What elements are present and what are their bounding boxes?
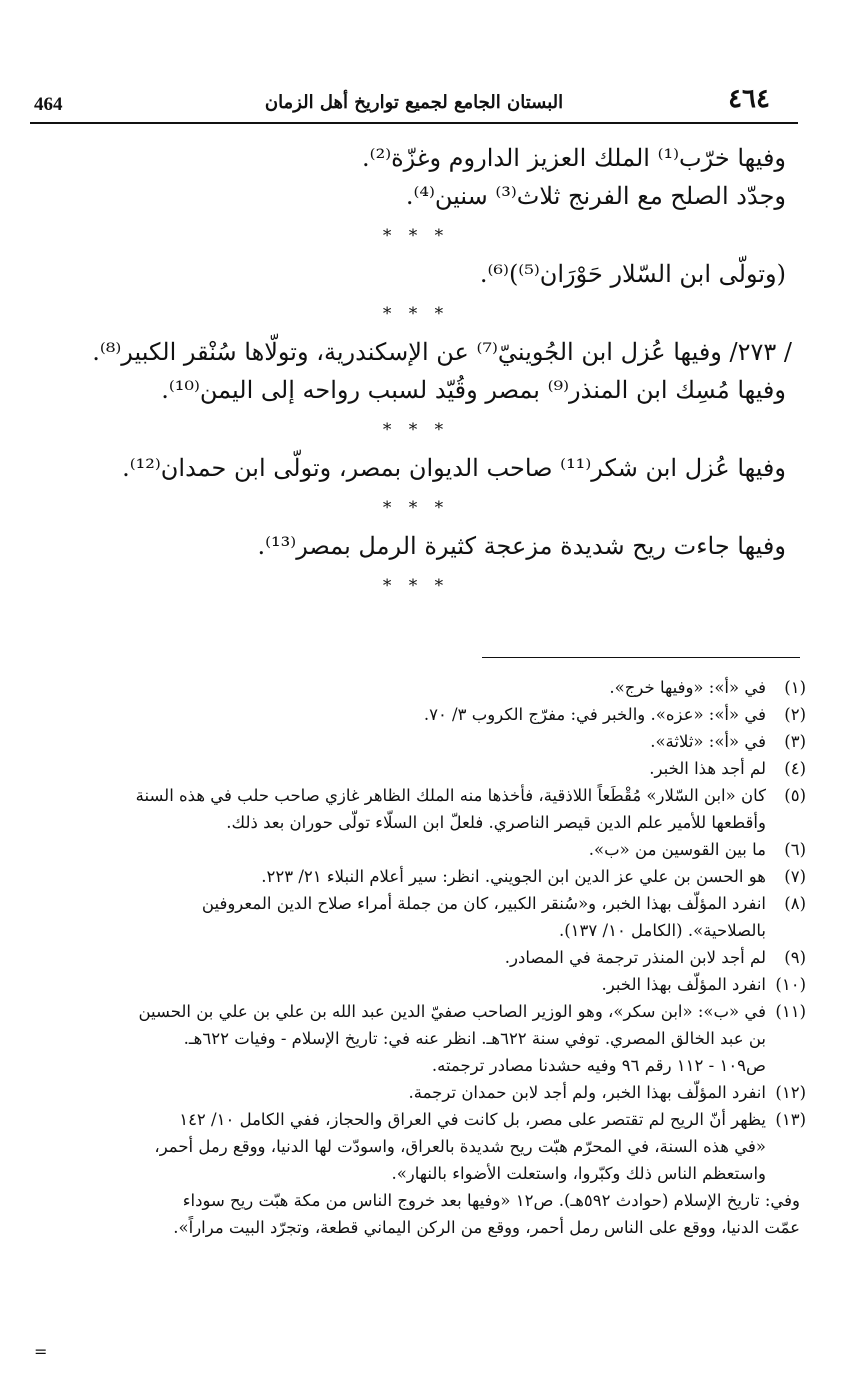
page-header: [30, 84, 798, 124]
footnote-number: (١): [784, 678, 806, 697]
footnote-line: عمّت الدنيا، ووقع على الناس رمل أحمر، ووقع من الركن اليماني قطعة، وتجرّد البيت مراراً».: [173, 1218, 800, 1237]
footnote-line: وفي: تاريخ الإسلام (حوادث ٥٩٢هـ). ص١٢ «وفيها بعد خروج الناس من مكة هبّت ريح سوداء: [182, 1191, 800, 1210]
footnote-line: كان «ابن السّلار» مُقْطَعاً اللاذقية، فأخذها منه الملك الظاهر غازي صاحب حلب في هذه السنة: [135, 786, 766, 805]
footnote-line: يظهر أنّ الريح لم تقتصر على مصر، بل كانت في العراق والحجاز، ففي الكامل ١٠/ ١٤٢: [179, 1110, 766, 1129]
footnote-line: في «أ»: «عزه». والخبر في: مفرّج الكروب ٣/ ٧٠.: [423, 705, 766, 724]
main-text: [40, 140, 792, 606]
footnote-number: (١٢): [775, 1083, 806, 1102]
text-line: وجدّد الصلح مع الفرنج ثلاث⁽³⁾ سنين⁽⁴⁾.: [405, 182, 786, 210]
text-line: وفيها عُزل ابن شكر⁽¹¹⁾ صاحب الديوان بمصر، وتولّى ابن حمدان⁽¹²⁾.: [122, 454, 786, 482]
section-separator: * * *: [382, 226, 450, 246]
footnotes: [22, 674, 806, 1241]
footnote: [22, 1079, 806, 1106]
footnote-line: واستعظم الناس ذلك وكبّروا، واستعلت الأضواء بالنهار».: [391, 1164, 766, 1183]
footnote-line: ص١٠٩ - ١١٢ رقم ٩٦ وفيه حشدنا مصادر ترجمته.: [431, 1056, 766, 1075]
section-separator: * * *: [382, 498, 450, 518]
page-number-latin: 464: [34, 94, 63, 115]
footnote-number: (٧): [784, 867, 806, 886]
footnote: [22, 998, 806, 1079]
footnote-number: (٥): [784, 786, 806, 805]
footnote: [22, 863, 806, 890]
footnote: [22, 836, 806, 863]
footnote-number: (٨): [784, 894, 806, 913]
footnote-continuation: [22, 1187, 806, 1241]
footnote-line: لم أجد لابن المنذر ترجمة في المصادر.: [504, 948, 766, 967]
continuation-mark: =: [34, 1342, 48, 1361]
footnote-line: بالصلاحية». (الكامل ١٠/ ١٣٧).: [558, 921, 766, 940]
footnote: [22, 674, 806, 701]
footnote-rule: [482, 657, 800, 658]
footnote: [22, 890, 806, 944]
footnote-number: (٣): [784, 732, 806, 751]
footnote-number: (١١): [775, 1002, 806, 1021]
text-line: وفيها جاءت ريح شديدة مزعجة كثيرة الرمل بمصر⁽¹³⁾.: [257, 532, 786, 560]
footnote-line: انفرد المؤلّف بهذا الخبر.: [601, 975, 766, 994]
footnote-number: (١٠): [775, 975, 806, 994]
footnote-line: «في هذه السنة، في المحرّم هبّت ريح شديدة بالعراق، واسودّت لها الدنيا، ووقع رمل أحمر،: [154, 1137, 766, 1156]
page-number-arabic: ٤٦٤: [728, 84, 770, 114]
footnote-line: في «ب»: «ابن سكر»، وهو الوزير الصاحب صفيّ الدين عبد الله بن علي بن علي بن الحسين: [138, 1002, 766, 1021]
footnote-line: في «أ»: «ثلاثة».: [650, 732, 766, 751]
footnote-line: في «أ»: «وفيها خرج».: [609, 678, 766, 697]
footnote-number: (١٣): [775, 1110, 806, 1129]
text-line: / ٢٧٣/ وفيها عُزل ابن الجُوينيّ⁽⁷⁾ عن الإسكندرية، وتولّاها سُنْقر الكبير⁽⁸⁾.: [92, 338, 792, 366]
text-line: وفيها خرّب⁽¹⁾ الملك العزيز الداروم وغزّة⁽²⁾.: [362, 144, 786, 172]
footnote-line: ما بين القوسين من «ب».: [588, 840, 766, 859]
footnote-line: انفرد المؤلّف بهذا الخبر، و«سُنقر الكبير، كان من جملة أمراء صلاح الدين المعروفين: [201, 894, 766, 913]
running-title: البستان الجامع لجميع تواريخ أهل الزمان: [264, 92, 564, 113]
footnote-line: بن عبد الخالق المصري. توفي سنة ٦٢٢هـ. انظر عنه في: تاريخ الإسلام - وفيات ٦٢٢هـ.: [183, 1029, 766, 1048]
section-separator: * * *: [382, 304, 450, 324]
footnote-line: وأقطعها للأمير علم الدين قيصر الناصري. فلعلّ ابن السلّاء تولّى حوران بعد ذلك.: [226, 813, 766, 832]
text-line: (وتولّى ابن السّلار حَوْرَان⁽⁵⁾)⁽⁶⁾.: [479, 260, 786, 288]
footnote-line: انفرد المؤلّف بهذا الخبر، ولم أجد لابن حمدان ترجمة.: [408, 1083, 766, 1102]
section-separator: * * *: [382, 420, 450, 440]
footnote: [22, 971, 806, 998]
section-separator: * * *: [382, 576, 450, 596]
footnote: [22, 701, 806, 728]
footnote: [22, 728, 806, 755]
footnote: [22, 1106, 806, 1187]
text-line: وفيها مُسِك ابن المنذر⁽⁹⁾ بمصر وقُيّد لسبب رواحه إلى اليمن⁽¹⁰⁾.: [161, 376, 786, 404]
footnote-number: (٩): [784, 948, 806, 967]
footnote-line: هو الحسن بن علي عز الدين ابن الجويني. انظر: سير أعلام النبلاء ٢١/ ٢٢٣.: [261, 867, 766, 886]
footnote: [22, 755, 806, 782]
footnote-number: (٢): [784, 705, 806, 724]
footnote-line: لم أجد هذا الخبر.: [649, 759, 766, 778]
footnote-number: (٤): [784, 759, 806, 778]
footnote: [22, 782, 806, 836]
footnote-number: (٦): [784, 840, 806, 859]
footnote: [22, 944, 806, 971]
